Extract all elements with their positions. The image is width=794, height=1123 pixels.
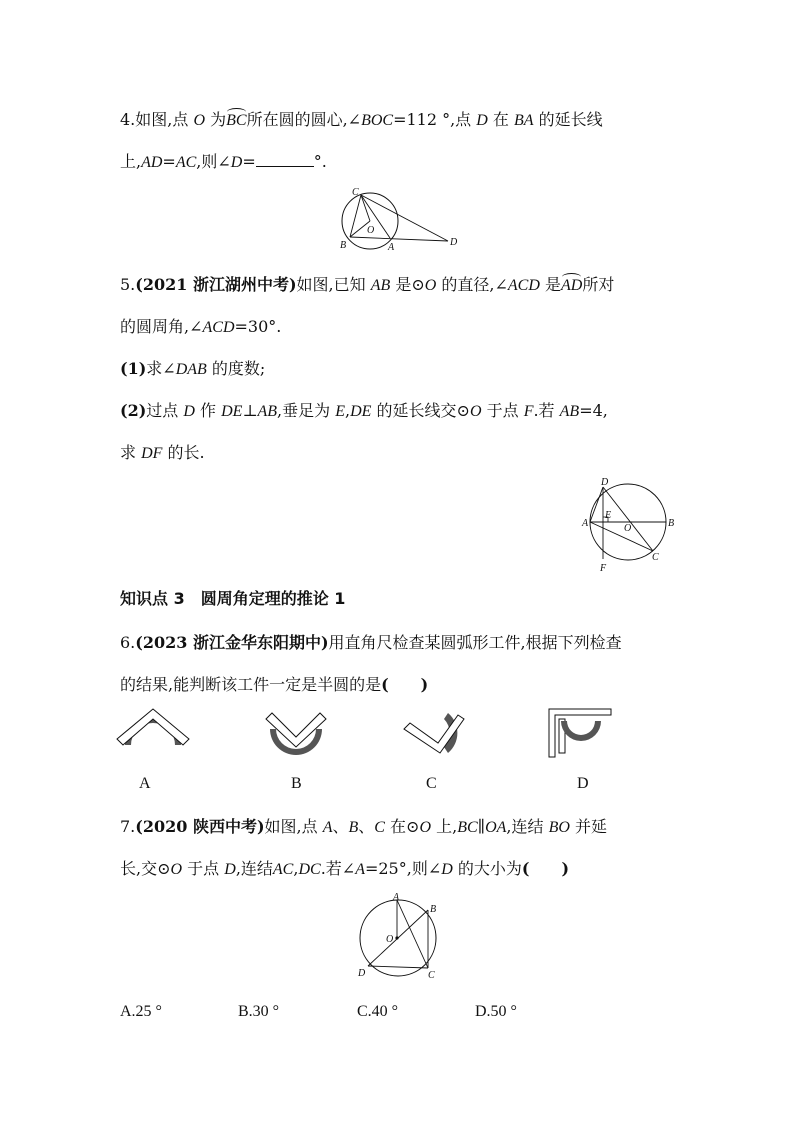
q6-option-c[interactable]: C [426, 775, 437, 792]
choice-c[interactable]: C.40 ° [357, 1003, 399, 1020]
label-d: D [601, 477, 609, 488]
label-o: O [367, 225, 375, 236]
answer-blank[interactable] [256, 152, 314, 167]
choice-a[interactable]: A.25 ° [120, 1003, 162, 1020]
q6-line-2: 的结果,能判断该工件一定是半圆的是( ) [120, 675, 429, 694]
label-b: B [340, 240, 347, 251]
q7-figure [350, 890, 450, 985]
q5-sub-3: 求 DF 的长. [120, 443, 205, 462]
label-c: C [652, 552, 659, 563]
label-d: D [358, 968, 366, 979]
q6-option-d[interactable]: D [577, 775, 589, 792]
label-c: C [352, 187, 359, 198]
q6-option-d-figure [545, 705, 625, 760]
label-a: A [388, 242, 395, 253]
q7-line-1: 7.(2020 陕西中考)如图,点 A、B、C 在⊙O 上,BC∥OA,连结 BO 并延 [120, 817, 607, 836]
q5-line-2: 的圆周角,∠ACD=30°. [120, 317, 282, 336]
q6-option-c-figure [400, 705, 480, 760]
q4-line-1: 4.如图,点 O 为BC所在圆的圆心,∠BOC=112 °,点 D 在 BA 的延长线 [120, 110, 603, 129]
q5-sub-2: (2)过点 D 作 DE⊥AB,垂足为 E,DE 的延长线交⊙O 于点 F.若 AB=4, [120, 401, 608, 420]
q5-sub-1: (1)求∠DAB 的度数; [120, 359, 266, 378]
label-e: E [605, 510, 612, 521]
choice-d[interactable]: D.50 ° [475, 1003, 517, 1020]
q7-line-2: 长,交⊙O 于点 D,连结AC,DC.若∠A=25°,则∠D 的大小为( ) [120, 859, 570, 878]
q6-option-b[interactable]: B [291, 775, 302, 792]
arc-bc: BC [226, 112, 247, 129]
q4-line-2: 上,AD=AC,则∠D= °. [120, 152, 327, 171]
choice-b[interactable]: B.30 ° [238, 1003, 280, 1020]
label-a: A [582, 518, 589, 529]
label-c: C [428, 970, 435, 981]
label-o: O [386, 934, 394, 945]
label-b: B [430, 904, 437, 915]
q6-line-1: 6.(2023 浙江金华东阳期中)用直角尺检查某圆弧形工件,根据下列检查 [120, 633, 622, 652]
section-heading: 知识点 3 圆周角定理的推论 1 [120, 589, 346, 608]
q5-line-1: 5.(2021 浙江湖州中考)如图,已知 AB 是⊙O 的直径,∠ACD 是AD所对 [120, 275, 615, 294]
label-f: F [600, 563, 607, 574]
label-b: B [668, 518, 675, 529]
q6-option-a-figure [115, 705, 195, 760]
label-a: A [393, 892, 400, 903]
q5-figure [578, 475, 688, 575]
label-o: O [624, 523, 632, 534]
label-d: D [450, 237, 458, 248]
arc-ad: AD [561, 277, 583, 294]
q6-option-b-figure [262, 705, 342, 760]
q4-figure [330, 185, 465, 255]
q6-option-a[interactable]: A [139, 775, 151, 792]
